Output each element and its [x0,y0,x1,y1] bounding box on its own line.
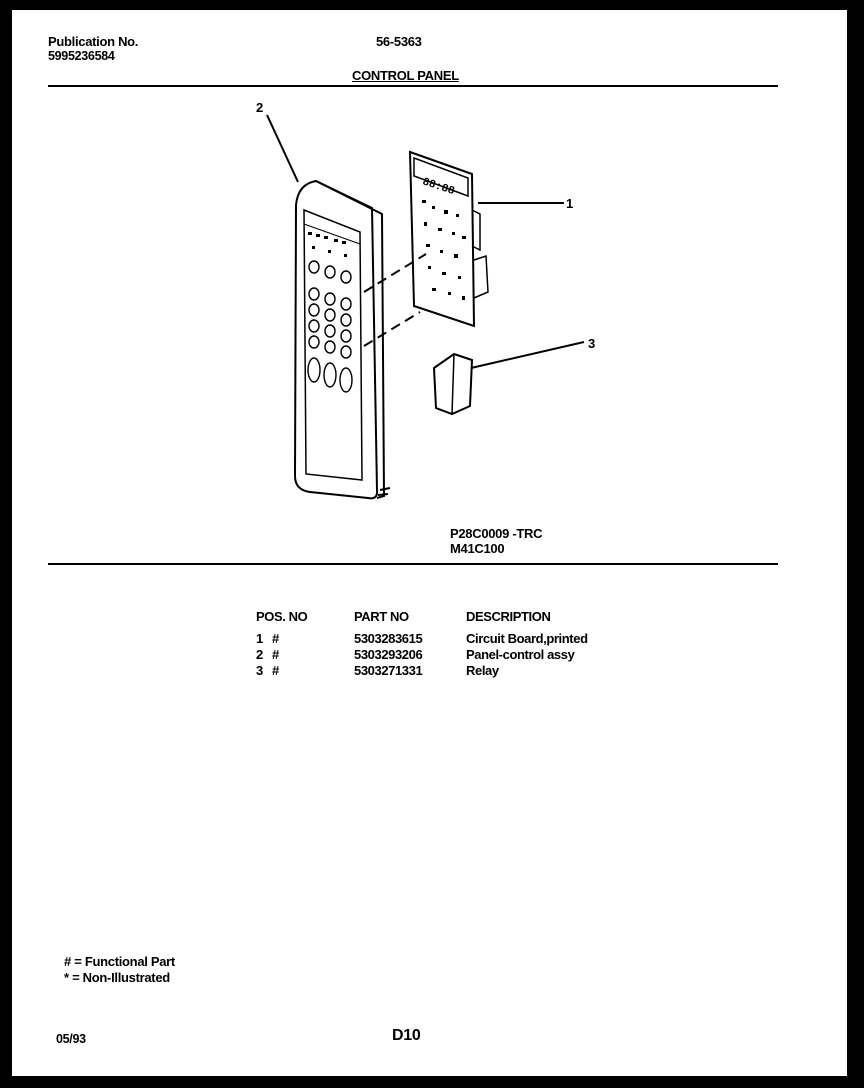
key [325,325,335,337]
key [309,288,319,300]
row-part-no: 5303293206 [354,647,423,662]
board-transformer [474,256,488,298]
key [341,298,351,310]
key-large [324,363,336,387]
parts-table [256,609,646,679]
section-title: CONTROL PANEL [352,68,459,83]
panel-foot [378,494,388,495]
row-flag: # [272,631,279,646]
key [325,341,335,353]
row-description: Circuit Board,printed [466,631,588,646]
key [341,346,351,358]
table-row [256,631,646,647]
key-large [308,358,320,382]
row-description: Relay [466,663,499,678]
row-part-no: 5303271331 [354,663,423,678]
key [325,309,335,321]
table-row [256,647,646,663]
panel-display-marks [308,232,347,257]
key [341,314,351,326]
footer-date: 05/93 [56,1032,86,1046]
key [309,261,319,273]
row-flag: # [272,663,279,678]
diagram-rule [48,563,778,565]
row-pos: 1 [256,631,263,646]
control-panel-face [304,210,362,480]
footer-page-number: D10 [392,1027,421,1044]
parts-sheet [12,10,847,1076]
parts-table-header [256,609,646,631]
alignment-line-bottom [364,312,420,346]
header-pos-no: POS. NO [256,609,308,624]
row-flag: # [272,647,279,662]
key-large [340,368,352,392]
row-part-no: 5303283615 [354,631,423,646]
row-pos: 3 [256,663,263,678]
callout-2: 2 [256,100,264,115]
publication-label: Publication No. [48,34,139,49]
row-pos: 2 [256,647,263,662]
exploded-diagram [12,10,847,570]
legend-functional-part: # = Functional Part [64,954,175,969]
header-description: DESCRIPTION [466,609,551,624]
key [341,271,351,283]
legend-non-illustrated: * = Non-Illustrated [64,970,170,985]
model-number: 56-5363 [376,34,422,49]
control-panel-outline [295,181,377,498]
header-part-no: PART NO [354,609,409,624]
publication-number: 5995236584 [48,49,115,63]
key [309,320,319,332]
panel-display-window [304,224,360,244]
row-description: Panel-control assy [466,647,575,662]
key [341,330,351,342]
key [325,266,335,278]
keypad [308,261,352,392]
panel-foot-2 [380,488,390,490]
callout-3: 3 [588,336,596,351]
model-code-2: M41C100 [450,541,505,556]
key [325,293,335,305]
table-row [256,663,646,679]
callout-3-leader [471,342,584,368]
callout-1: 1 [566,196,574,211]
board-display-readout: 88:88 [420,176,456,199]
model-code-1: P28C0009 -TRC [450,526,543,541]
key [309,304,319,316]
relay-edge [452,354,454,414]
key [309,336,319,348]
callout-2-leader [267,115,298,182]
board-components [422,200,466,300]
